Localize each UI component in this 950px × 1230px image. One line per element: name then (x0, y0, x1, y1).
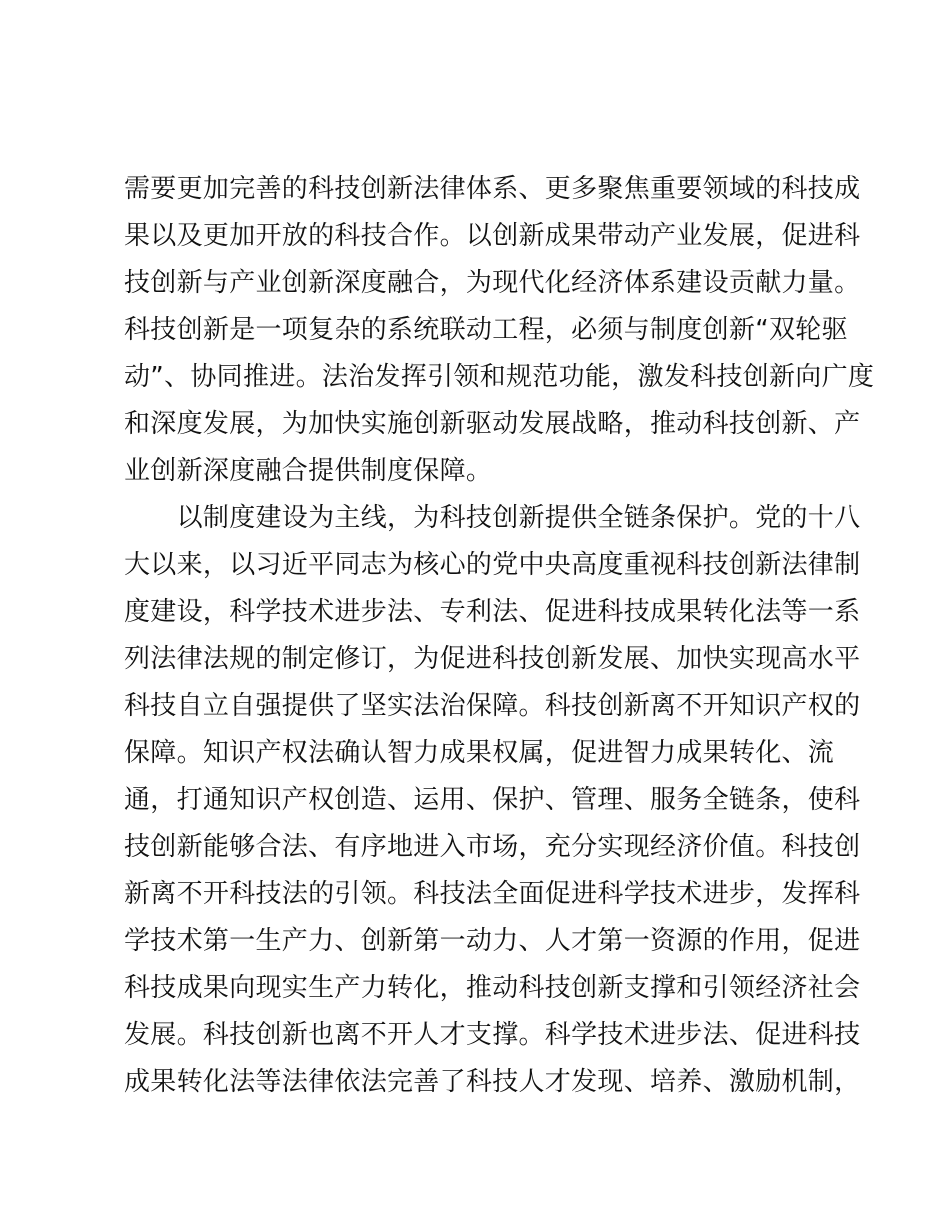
text-line: 果以及更加开放的科技合作。以创新成果带动产业发展，促进科 (124, 221, 861, 251)
text-line: 度建设，科学技术进步法、专利法、促进科技成果转化法等一系 (124, 597, 861, 627)
text-line: 发展。科技创新也离不开人才支撑。科学技术进步法、促进科技 (124, 1020, 861, 1050)
text-line: 保障。知识产权法确认智力成果权属，促进智力成果转化、流 (124, 738, 835, 768)
text-line: 科技创新是一项复杂的系统联动工程，必须与制度创新“双轮驱 (124, 315, 848, 345)
text-line: 成果转化法等法律依法完善了科技人才发现、培养、激励机制， (124, 1067, 861, 1097)
text-line: 技创新能够合法、有序地进入市场，充分实现经济价值。科技创 (124, 832, 861, 862)
text-line: 需要更加完善的科技创新法律体系、更多聚焦重要领域的科技成 (124, 174, 861, 204)
text-line: 以制度建设为主线，为科技创新提供全链条保护。党的十八 (124, 503, 861, 533)
text-line: 通，打通知识产权创造、运用、保护、管理、服务全链条，使科 (124, 785, 861, 815)
text-line: 业创新深度融合提供制度保障。 (124, 456, 493, 486)
text-line: 和深度发展，为加快实施创新驱动发展战略，推动科技创新、产 (124, 409, 861, 439)
text-line: 动”、协同推进。法治发挥引领和规范功能，激发科技创新向广度 (124, 362, 875, 392)
body-text (124, 166, 875, 1106)
text-line: 技创新与产业创新深度融合，为现代化经济体系建设贡献力量。 (124, 268, 861, 298)
text-line: 科技成果向现实生产力转化，推动科技创新支撑和引领经济社会 (124, 973, 861, 1003)
text-line: 科技自立自强提供了坚实法治保障。科技创新离不开知识产权的 (124, 691, 861, 721)
text-line: 新离不开科技法的引领。科技法全面促进科学技术进步，发挥科 (124, 879, 861, 909)
text-line: 列法律法规的制定修订，为促进科技创新发展、加快实现高水平 (124, 644, 861, 674)
text-line: 学技术第一生产力、创新第一动力、人才第一资源的作用，促进 (124, 926, 861, 956)
text-line: 大以来，以习近平同志为核心的党中央高度重视科技创新法律制 (124, 550, 861, 580)
